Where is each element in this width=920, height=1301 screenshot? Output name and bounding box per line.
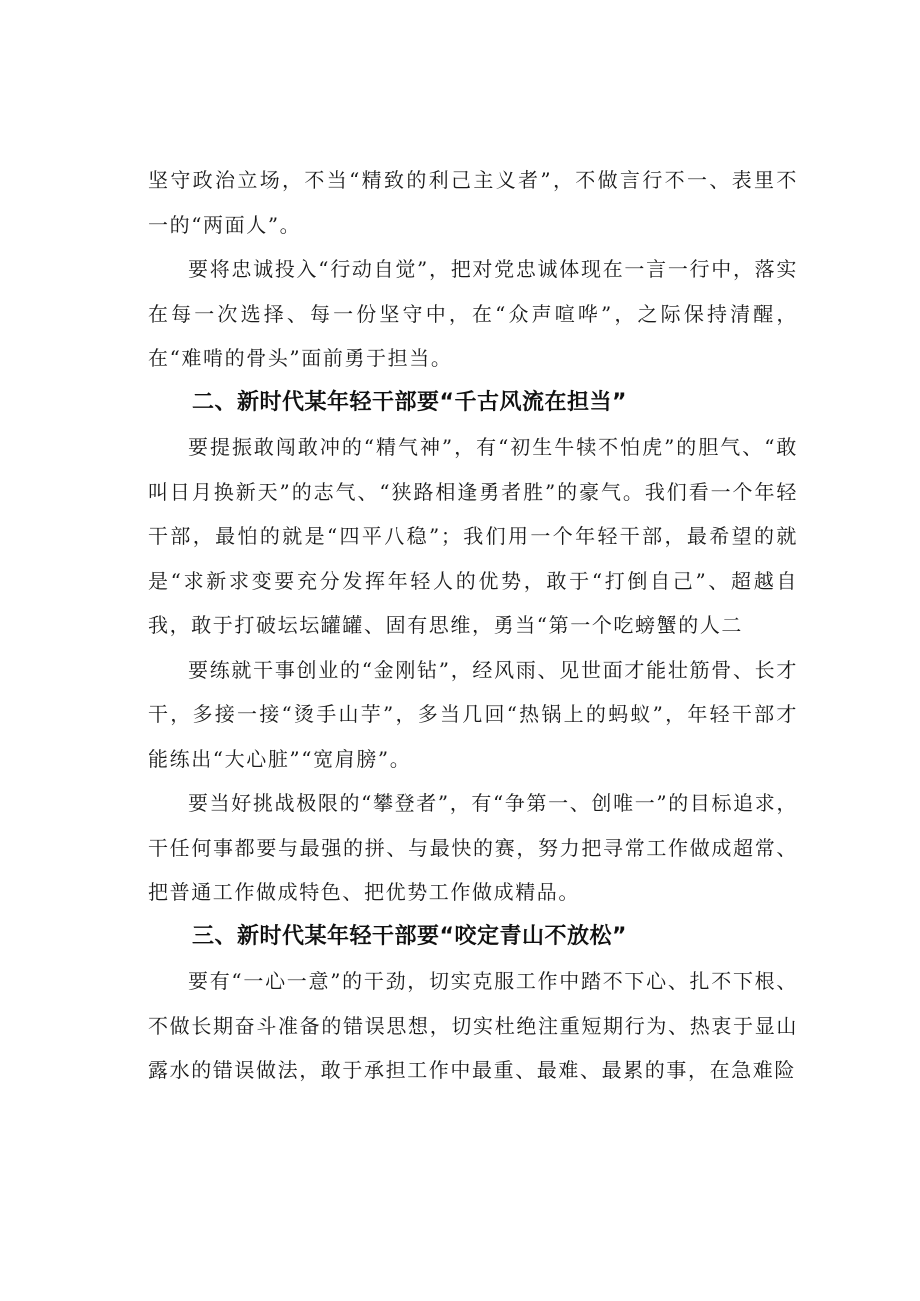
document-body [148, 158, 798, 1093]
paragraph-dedication: 要有“一心一意”的干劲，切实克服工作中踏不下心、扎不下根、不做长期奋斗准备的错误思想，切实杜绝注重短期行为、热衷于显山露水的错误做法，敢于承担工作中最重、最难、最累的事，在急难险 [148, 969, 798, 1082]
paragraph-challenge: 要当好挑战极限的“攀登者”，有“争第一、创唯一”的目标追求，干任何事都要与最强的拼、与最快的赛，努力把寻常工作做成超常、把普通工作做成特色、把优势工作做成精品。 [148, 791, 798, 904]
section-heading-2: 二、新时代某年轻干部要“千古风流在担当” [192, 389, 627, 415]
paragraph-loyalty-action: 要将忠诚投入“行动自觉”，把对党忠诚体现在一言一行中，落实在每一次选择、每一份坚守中，在“众声喧哗”，之际保持清醒，在“难啃的骨头”面前勇于担当。 [148, 257, 798, 370]
paragraph-political-stance: 坚守政治立场，不当“精致的利己主义者”，不做言行不一、表里不一的“两面人”。 [148, 168, 798, 237]
paragraph-skills: 要练就干事创业的“金刚钻”，经风雨、见世面才能壮筋骨、长才干，多接一接“烫手山芋”，多当几回“热锅上的蚂蚁”，年轻干部才能练出“大心脏”“宽肩膀”。 [148, 657, 798, 771]
paragraph-spirit: 要提振敢闯敢冲的“精气神”，有“初生牛犊不怕虎”的胆气、“敢叫日月换新天”的志气、“狭路相逢勇者胜”的豪气。我们看一个年轻干部，最怕的就是“四平八稳”；我们用一个年轻干部，最希望的就是“求新求变要充分发挥年轻人的优势，敢于“打倒自己”、超越自我，敢于打破坛坛罐罐、固有思维，勇当“第一个吃螃蟹的人二 [148, 435, 798, 637]
section-heading-3: 三、新时代某年轻干部要“咬定青山不放松” [192, 923, 627, 949]
